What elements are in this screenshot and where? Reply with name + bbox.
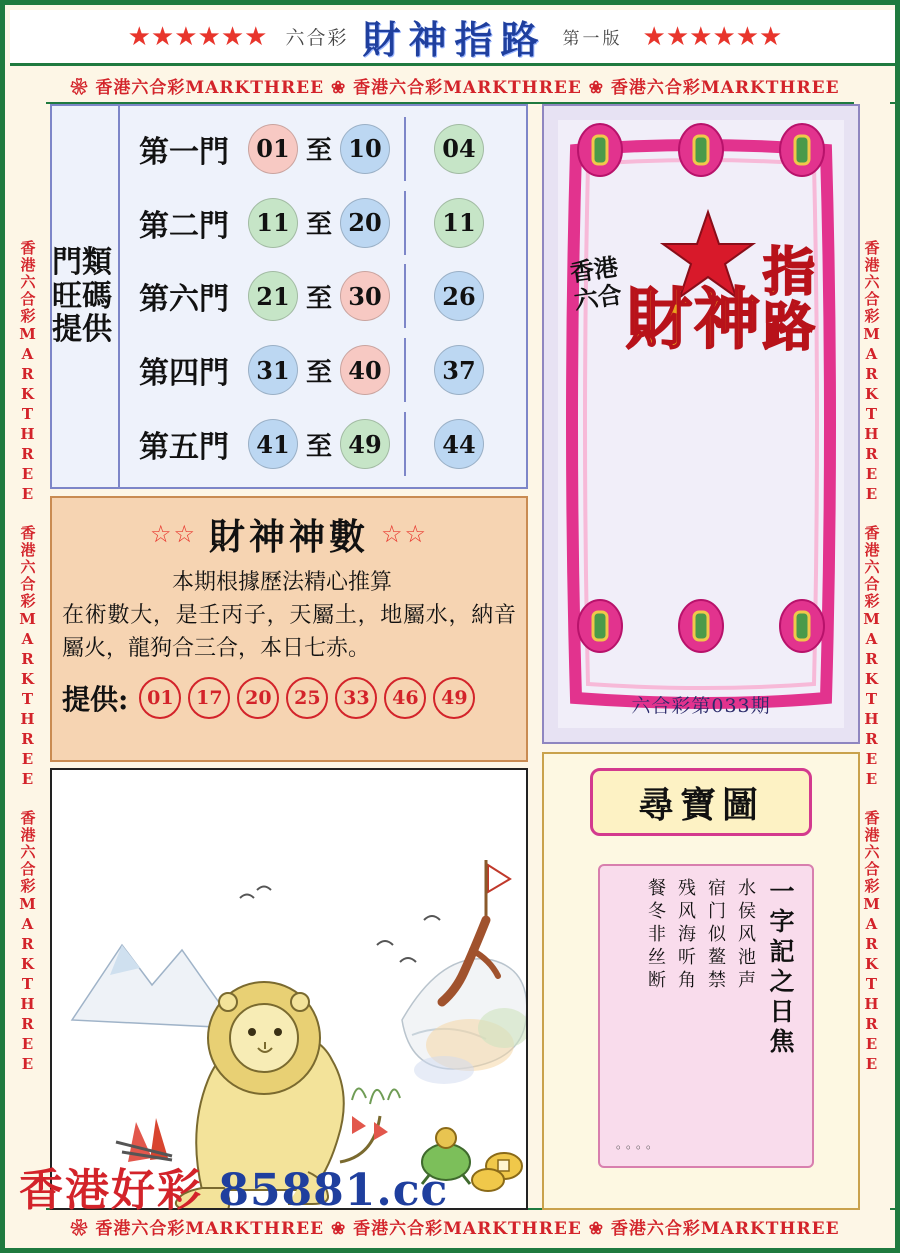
gate-result-ball: 26 [434,271,484,321]
marquee-bottom: ❀ 香港六合彩MARKTHREE ❀ 香港六合彩MARKTHREE ❀ 香港六合彩MARKTHREE [10,1208,900,1243]
table-row [120,264,526,328]
page-title: 財神指路 [362,17,547,62]
god-numbers-title-row [62,506,516,562]
gate-connector: 至 [305,136,332,167]
supply-number: 20 [237,677,279,719]
god-numbers-supply [62,677,516,719]
gate-connector: 至 [305,210,332,241]
god-numbers-text [62,566,516,665]
gate-start-ball: 11 [248,198,298,248]
gate-connector: 至 [305,357,332,388]
gate-name: 第二門 [139,208,229,244]
gate-name: 第六門 [139,282,229,318]
gate-divider [404,412,406,476]
gate-divider [404,264,406,328]
content-area [50,104,860,1210]
marquee-left [10,102,46,1212]
gate-result [416,345,502,395]
marquee-right-text: 香港六合彩MARKTHREE 香港六合彩MARKTHREE 香港六合彩MARKTHREE [862,239,881,1075]
table-row [120,412,526,476]
table-row [120,338,526,402]
header-stars-right: ★★★★★★ [642,21,783,52]
poster-panel [542,104,860,744]
gate-connector: 至 [305,431,332,462]
gate-result [416,419,502,469]
header-stars-left: ★★★★★★ [127,21,268,52]
god-numbers-line2: 在術數大，是壬丙子，天屬土，地屬水，納音屬火，龍狗合三合，本日七赤。 [62,603,516,661]
supply-number: 33 [335,677,377,719]
treasure-panel [542,752,860,1210]
god-numbers-panel [50,496,528,762]
marquee-top: ❀ 香港六合彩MARKTHREE ❀ 香港六合彩MARKTHREE ❀ 香港六合彩MARKTHREE [10,69,900,104]
gate-start-ball: 01 [248,124,298,174]
poster-hk-label: 香港六合 [568,251,624,315]
page-header [10,10,900,66]
gate-end-ball: 30 [340,271,390,321]
gate-divider [404,338,406,402]
gate-end-ball: 40 [340,345,390,395]
scroll-column: 宿门似鳌禁 [705,878,726,993]
gate-result-ball: 11 [434,198,484,248]
gate-start-ball: 21 [248,271,298,321]
gate-result-ball: 44 [434,419,484,469]
gate-result [416,271,502,321]
marquee-left-text: 香港六合彩MARKTHREE 香港六合彩MARKTHREE 香港六合彩MARKTHREE [18,239,37,1075]
header-subtitle: 六合彩 [285,27,349,49]
gate-table-side-label [52,106,120,487]
gate-connector: 至 [305,283,332,314]
supply-number: 25 [286,677,328,719]
supply-number: 17 [188,677,230,719]
watermark-url: 85881.cc [218,1165,449,1216]
watermark-cn: 香港好彩 [19,1165,203,1216]
treasure-title: 尋寶圖 [637,783,764,826]
gate-name: 第四門 [139,356,229,392]
supply-label: 提供: [62,683,129,716]
watermark [19,1154,448,1218]
gate-rows [120,106,526,487]
lion-illustration [52,770,526,1208]
star-icon-left: ☆☆ [149,520,197,548]
table-row [120,191,526,255]
supply-number: 49 [433,677,475,719]
illustration-panel [50,768,528,1210]
god-numbers-title: 財神神數 [208,515,369,558]
gate-start-ball: 31 [248,345,298,395]
gate-result [416,124,502,174]
scroll-column-main: 一字記之日焦 [766,878,795,1058]
scroll-dots: 。。。。 [616,1137,663,1151]
poster-issue-label: 六合彩第033期 [631,695,771,717]
scroll-column: 水侯风池声 [735,878,756,993]
gate-side-label-text: 門類旺碼提供 [52,245,112,348]
star-icon-right: ☆☆ [381,520,429,548]
supply-number: 01 [139,677,181,719]
gate-result-ball: 37 [434,345,484,395]
gate-result-ball: 04 [434,124,484,174]
gate-result [416,198,502,248]
poster-big-text-2: 指路 [762,242,815,358]
poster-big-text: 財神 [626,280,762,358]
table-row [120,117,526,181]
gate-name: 第一門 [139,134,229,170]
gate-name: 第五門 [139,430,229,466]
header-edition: 第一版 [562,29,623,49]
god-numbers-line1: 本期根據歷法精心推算 [172,570,393,595]
scroll-column: 残风海听角 [675,878,696,993]
treasure-scroll [598,864,814,1168]
gate-divider [404,191,406,255]
gate-end-ball: 20 [340,198,390,248]
gate-end-ball: 49 [340,419,390,469]
gate-table [50,104,528,489]
scroll-column: 餐冬非丝断 [645,878,666,993]
supply-number: 46 [384,677,426,719]
poster-frame-graphic [558,120,844,728]
gate-end-ball: 10 [340,124,390,174]
treasure-title-box [590,768,812,836]
gate-divider [404,117,406,181]
scroll-columns [614,878,798,1154]
gate-start-ball: 41 [248,419,298,469]
